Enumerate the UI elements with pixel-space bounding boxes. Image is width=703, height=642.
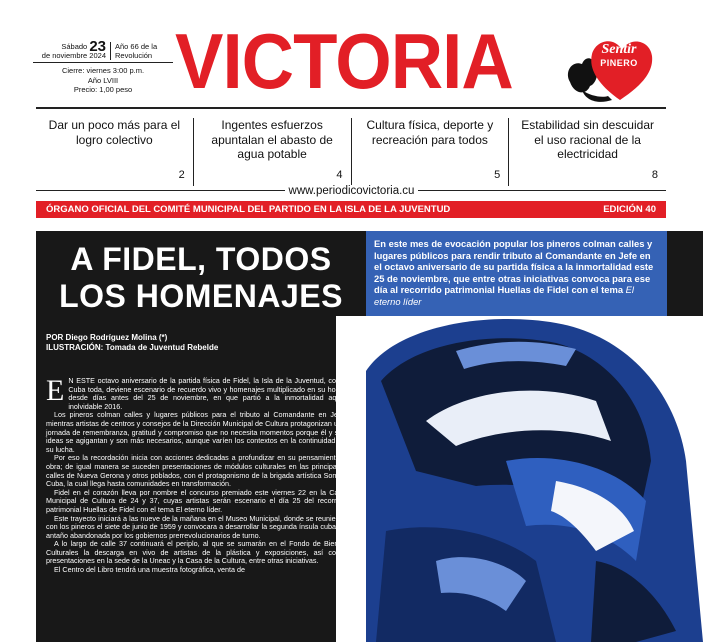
month-year: de noviembre 2024	[41, 51, 106, 60]
dropcap: E	[46, 374, 65, 407]
site-url-link[interactable]: www.periodicovictoria.cu	[285, 185, 419, 197]
price: Precio: 1,00 peso	[73, 85, 133, 94]
year-label: Año 66 de la	[115, 42, 158, 51]
paragraph: Los pineros colman calles y lugares públicos para el tributo al Comandante en Jefe, mientras artistas de centros y consejos de la Dirección Municipal de Cultura protagonizan una jornada de remembranza, gratitud y compromiso que no necesita momentos porque él y sus ideas se agigantan y son más necesarios, aunque varíen los contextos en la continuidad de su lucha.	[46, 410, 346, 454]
teaser-text: Ingentes esfuerzos apuntalan el abasto de agua potable	[211, 118, 333, 161]
teaser-page: 2	[178, 168, 185, 181]
headline	[36, 241, 366, 315]
teaser-page: 8	[651, 168, 658, 181]
teaser-item[interactable]	[36, 118, 193, 186]
organ-statement: ÓRGANO OFICIAL DEL COMITÉ MUNICIPAL DEL PARTIDO EN LA ISLA DE LA JUVENTUD	[46, 204, 451, 215]
badge-word: PINERO	[600, 58, 638, 68]
headline-line-2: LOS HOMENAJES	[59, 278, 343, 314]
closing-time: Cierre: viernes 3:00 p.m.	[61, 66, 145, 75]
newspaper-title: VICTORIA	[175, 17, 513, 105]
feature-article	[36, 231, 703, 642]
headline-line-1: A FIDEL, TODOS	[70, 241, 332, 277]
sentir-badge-text	[590, 42, 648, 68]
day-number: 23	[89, 38, 106, 55]
paragraph: Por eso la recordación inicia con acciones dedicadas a profundizar en su pensamiento y obra; de igual manera se suceden presentaciones de módulos culturales en las principales calles de Nueva Gerona y otros poblados, con el protagonismo de la brigada artística Somos Cuba, la cual llega hasta comunidades en transformación.	[46, 453, 346, 489]
lead-box	[366, 231, 667, 316]
teaser-item[interactable]	[508, 118, 666, 186]
teaser-item[interactable]	[193, 118, 351, 186]
lead-box-italic: El eterno líder	[374, 284, 634, 307]
illustration-credit: ILUSTRACIÓN: Tomada de Juventud Rebelde	[46, 343, 219, 352]
date-box	[33, 38, 173, 95]
teaser-page: 5	[494, 168, 501, 181]
teaser-text: Cultura física, deporte y recreación para todos	[366, 118, 494, 147]
teaser-strip	[36, 118, 666, 186]
byline	[46, 333, 218, 353]
site-url-row	[0, 185, 703, 197]
author-credit: POR Diego Rodríguez Molina (*)	[46, 333, 168, 342]
paragraph: El Centro del Libro tendrá una muestra fotográfica, venta de	[54, 565, 245, 575]
masthead-rule	[36, 107, 666, 109]
paragraph: Fidel en el corazón lleva por nombre el concurso premiado este viernes 22 en la Casa Municipal de Cultura de 24 y 37, cuyas artistas serán escenario el día 25 del recorrido patrimonial Huellas de Fidel con el tema El eterno líder.	[46, 487, 346, 514]
masthead	[0, 0, 703, 108]
badge-script: Sentir	[601, 42, 637, 57]
teaser-text: Dar un poco más para el logro colectivo	[48, 118, 181, 147]
headline-box	[36, 231, 366, 321]
paragraph: Este trayecto iniciará a las nueve de la mañana en el Museo Municipal, donde se reunieron con los pineros el siete de junio de 1959 y convocara a desarrollar la segunda ínsula cubana, antaño abandonada por los gobiernos prerrevolucionarios de turno.	[46, 513, 346, 540]
organ-band	[36, 201, 666, 218]
teaser-text: Estabilidad sin descuidar el uso racional de la electricidad	[521, 118, 654, 161]
teaser-item[interactable]	[351, 118, 509, 186]
revolution-label: Revolución	[115, 51, 153, 60]
paragraph: A lo largo de calle 37 continuará el periplo, al que se sumarán en el Fondo de Bienes Culturales la descarga en vivo de artistas de la plástica y exposiciones, así como presentaciones en la sede de la Uneac y la Casa de la Cultura, entre otras iniciativas.	[46, 539, 346, 566]
lead-box-text: En este mes de evocación popular los pineros colman calles y lugares públicos para rendir tributo al Comandante en Jefe en el octavo aniversario de su partida física a la inmortalidad este 25 de noviembre, que entre otras iniciativas convoca para ese día al recorrido patrimonial Huellas de Fidel con el tema	[374, 238, 654, 296]
paragraph: E N ESTE octavo aniversario de la partida física de Fidel, la Isla de la Juventud, como Cuba toda, deviene escenario de recuerdo vivo y homenajes multiplicado en su honor desde días antes del 25 de noviembre, en que partió a la inmortalidad aquel inolvidable 2016.	[46, 374, 346, 411]
weekday: Sábado	[61, 42, 88, 51]
edition-number: EDICIÓN 40	[603, 204, 656, 215]
teaser-page: 4	[336, 168, 343, 181]
volume-number: Año LVIII	[87, 75, 119, 85]
article-body	[46, 374, 346, 575]
